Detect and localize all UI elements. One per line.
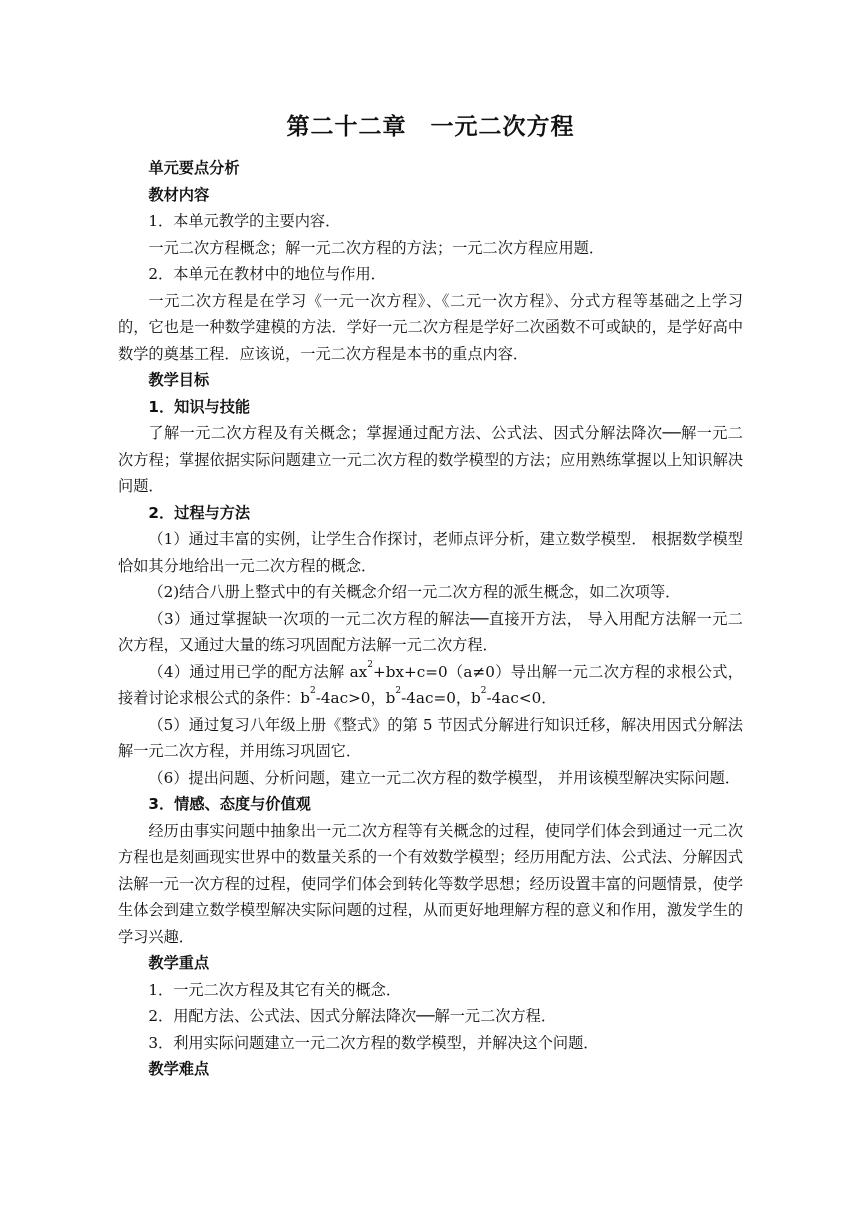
section-heading: 2．过程与方法 [148,503,251,522]
text-run: -4ac>0，b [315,689,396,707]
chapter-title: 第二十二章 一元二次方程 [286,114,575,140]
paragraph: 经历由事实问题中抽象出一元二次方程等有关概念的过程，使同学们体会到通过一元二次方程也是刻画现实世界中的数量关系的一个有效数学模型；经历用配方法、公式法、分解因式法解一元一次方程的过程，使同学们体会到转化等数学思想；经历设置丰富的问题情景，使学生体会到建立数学模型解决实际问题的过程，从而更好地理解方程的意义和作用，激发学生的学习兴趣． [118,821,743,946]
section-heading: 教学重点 [148,954,210,972]
section-heading: 教材内容 [148,185,210,204]
paragraph: 了解一元二次方程及有关概念；掌握通过配方法、公式法、因式分解法降次──解一元二次方程；掌握依据实际问题建立一元二次方程的数学模型的方法；应用熟练掌握以上知识解决问题． [118,424,743,495]
text-run: （4）通过用已学的配方法解 ax [148,662,368,681]
section-heading: 教学目标 [148,371,210,389]
superscript: 2 [480,686,487,696]
superscript: 2 [395,686,402,696]
paragraph: 2．本单元在教材中的地位与作用． [148,265,386,283]
section-heading: 3．情感、态度与价值观 [148,795,311,813]
paragraph: （3）通过掌握缺一次项的一元二次方程的解法──直接开方法， 导入用配方法解一元二次方程，又通过大量的练习巩固配方法解一元二次方程． [118,609,743,654]
superscript: 2 [309,686,316,696]
section-heading: 教学难点 [148,1060,210,1078]
text-run: -4ac=0，b [401,689,481,707]
text-run: -4ac<0． [486,689,557,707]
paragraph: 1．本单元教学的主要内容． [148,212,341,230]
document-body [118,155,743,1083]
paragraph: （1）通过丰富的实例，让学生合作探讨，老师点评分析，建立数学模型． 根据数学模型恰如其分地给出一元二次方程的概念． [118,530,743,575]
paragraph: （2)结合八册上整式中的有关概念介绍一元二次方程的派生概念，如二次项等． [148,583,681,601]
superscript: 2 [367,659,373,670]
paragraph: 一元二次方程概念；解一元二次方程的方法；一元二次方程应用题． [148,238,605,257]
paragraph-formula [118,659,743,712]
paragraph: （5）通过复习八年级上册《整式》的第 5 节因式分解进行知识迁移，解决用因式分解法解一元二次方程，并用练习巩固它． [118,715,743,760]
paragraph: （6）提出问题、分析问题，建立一元二次方程的数学模型， 并用该模型解决实际问题． [148,768,741,787]
paragraph: 一元二次方程是在学习《一元一次方程》、《二元一次方程》、分式方程等基础之上学习的，它也是一种数学建模的方法．学好一元二次方程是学好二次函数不可或缺的，是学好高中数学的奠基工程．应该说，一元二次方程是本书的重点内容． [118,291,743,363]
paragraph: 3．利用实际问题建立一元二次方程的数学模型，并解决这个问题． [148,1033,599,1052]
paragraph: 1．一元二次方程及其它有关的概念． [148,980,402,999]
text-run: +bx+c=0（a≠0）导出解一元二次方程的求根公式，接着讨论求根公式的条件：b [118,662,743,707]
section-heading: 1．知识与技能 [148,397,251,416]
paragraph: 2．用配方法、公式法、因式分解法降次──解一元二次方程． [148,1007,557,1025]
section-heading: 单元要点分析 [148,159,240,177]
document-page [118,112,743,1083]
